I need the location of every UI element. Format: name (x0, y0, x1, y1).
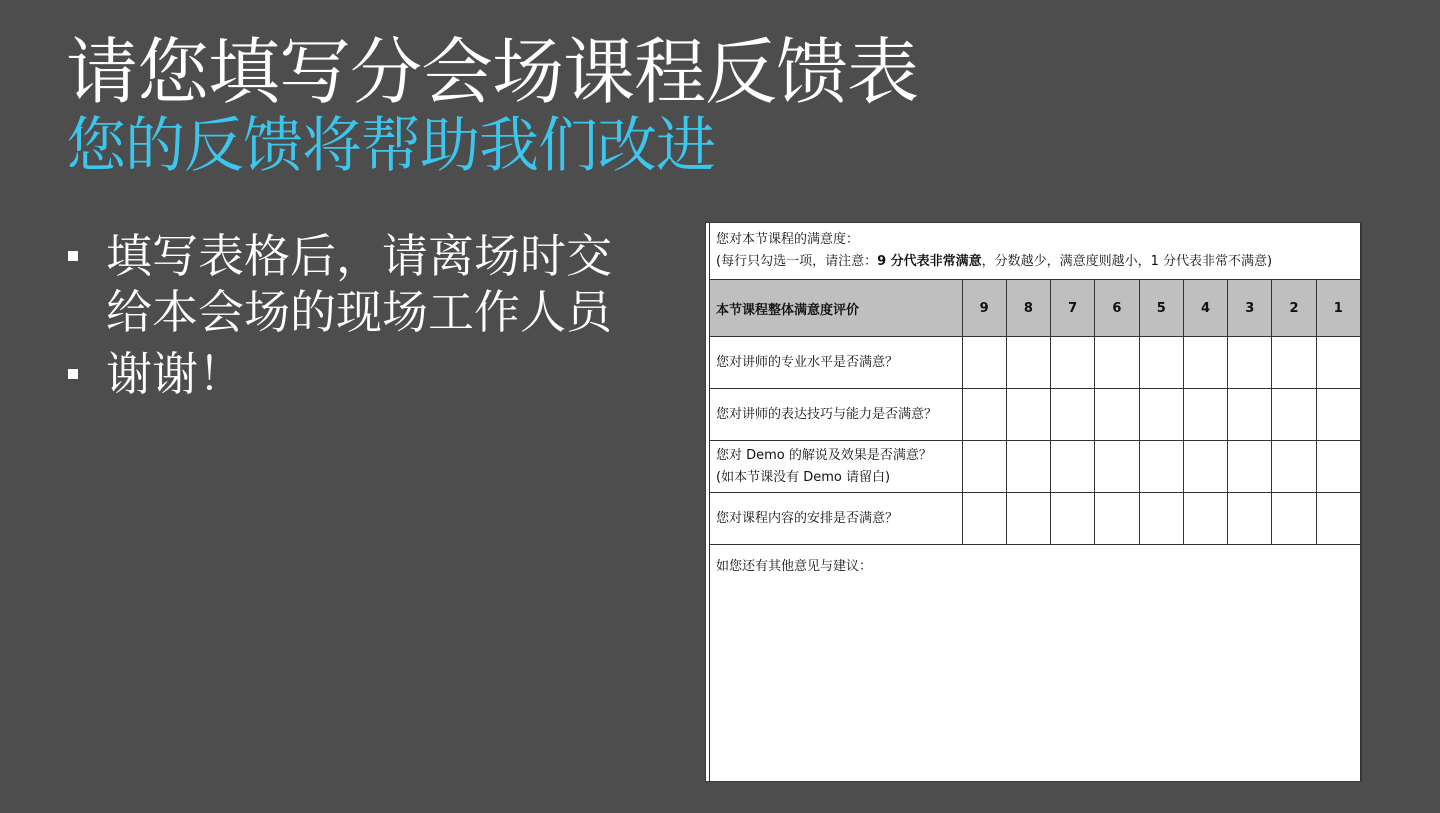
score-cell (1272, 493, 1316, 545)
score-header-6: 6 (1095, 280, 1139, 337)
slide-title: 请您填写分会场课程反馈表 (66, 30, 919, 114)
score-header-7: 7 (1051, 280, 1095, 337)
header-label: 本节课程整体满意度评价 (710, 280, 963, 337)
score-cell (1272, 337, 1316, 389)
score-header-9: 9 (962, 280, 1006, 337)
score-cell (1051, 493, 1095, 545)
comments-row (710, 545, 1361, 783)
score-cell (1228, 389, 1272, 441)
question-text: 您对讲师的表达技巧与能力是否满意？ (716, 406, 938, 422)
score-cell (1095, 337, 1139, 389)
score-cell (1051, 389, 1095, 441)
intro-line2-bold: 9 分代表非常满意 (877, 254, 982, 269)
score-cell (962, 441, 1006, 493)
score-header-5: 5 (1139, 280, 1183, 337)
comments-cell (710, 545, 1361, 783)
comments-label: 如您还有其他意见与建议： (716, 559, 873, 574)
score-cell (1316, 389, 1360, 441)
slide-subtitle: 您的反馈将帮助我们改进 (66, 111, 715, 181)
square-bullet-icon (68, 251, 78, 261)
question-row (710, 441, 1361, 493)
square-bullet-icon (68, 369, 78, 379)
bullet-list (66, 228, 646, 408)
score-cell (1051, 441, 1095, 493)
score-cell (1139, 389, 1183, 441)
score-header-8: 8 (1006, 280, 1050, 337)
score-cell (962, 389, 1006, 441)
score-cell (1316, 337, 1360, 389)
intro-line1: 您对本节课程的满意度： (716, 232, 860, 247)
question-label (710, 441, 963, 493)
score-cell (1228, 337, 1272, 389)
score-cell (1095, 441, 1139, 493)
intro-cell (710, 223, 1361, 280)
intro-line2-prefix: (每行只勾选一项，请注意： (716, 254, 878, 269)
score-cell (1183, 389, 1227, 441)
score-cell (1139, 337, 1183, 389)
score-cell (1183, 441, 1227, 493)
score-cell (1006, 337, 1050, 389)
score-cell (962, 337, 1006, 389)
score-cell (1139, 493, 1183, 545)
score-cell (1006, 389, 1050, 441)
feedback-form-image (705, 222, 1362, 782)
bullet-item (66, 228, 646, 340)
bullet-item (66, 346, 646, 402)
question-row (710, 389, 1361, 441)
intro-line2 (716, 251, 1354, 273)
score-cell (1183, 337, 1227, 389)
score-header-1: 1 (1316, 280, 1360, 337)
score-cell (1272, 389, 1316, 441)
score-cell (1272, 441, 1316, 493)
score-cell (1006, 441, 1050, 493)
question-label (710, 493, 963, 545)
question-text: 您对课程内容的安排是否满意？ (716, 510, 899, 526)
question-text: 您对讲师的专业水平是否满意？ (716, 354, 899, 370)
score-header-3: 3 (1228, 280, 1272, 337)
question-note: (如本节课没有 Demo 请留白) (716, 469, 891, 485)
score-cell (1316, 493, 1360, 545)
score-cell (1316, 441, 1360, 493)
bullet-text: 谢谢！ (106, 347, 244, 401)
score-cell (1095, 389, 1139, 441)
question-row (710, 493, 1361, 545)
feedback-table (709, 223, 1361, 782)
question-row (710, 337, 1361, 389)
score-cell (1139, 441, 1183, 493)
score-cell (1228, 441, 1272, 493)
score-cell (1095, 493, 1139, 545)
score-cell (1183, 493, 1227, 545)
score-header-2: 2 (1272, 280, 1316, 337)
score-cell (962, 493, 1006, 545)
question-label (710, 337, 963, 389)
header-row (710, 280, 1361, 337)
intro-row (710, 223, 1361, 280)
intro-line2-suffix: ，分数越少，满意度则越小，1 分代表非常不满意) (981, 254, 1273, 269)
score-header-4: 4 (1183, 280, 1227, 337)
bullet-text: 填写表格后，请离场时交给本会场的现场工作人员 (106, 229, 612, 339)
score-cell (1228, 493, 1272, 545)
score-cell (1051, 337, 1095, 389)
score-cell (1006, 493, 1050, 545)
question-text: 您对 Demo 的解说及效果是否满意？ (716, 447, 932, 463)
question-label (710, 389, 963, 441)
